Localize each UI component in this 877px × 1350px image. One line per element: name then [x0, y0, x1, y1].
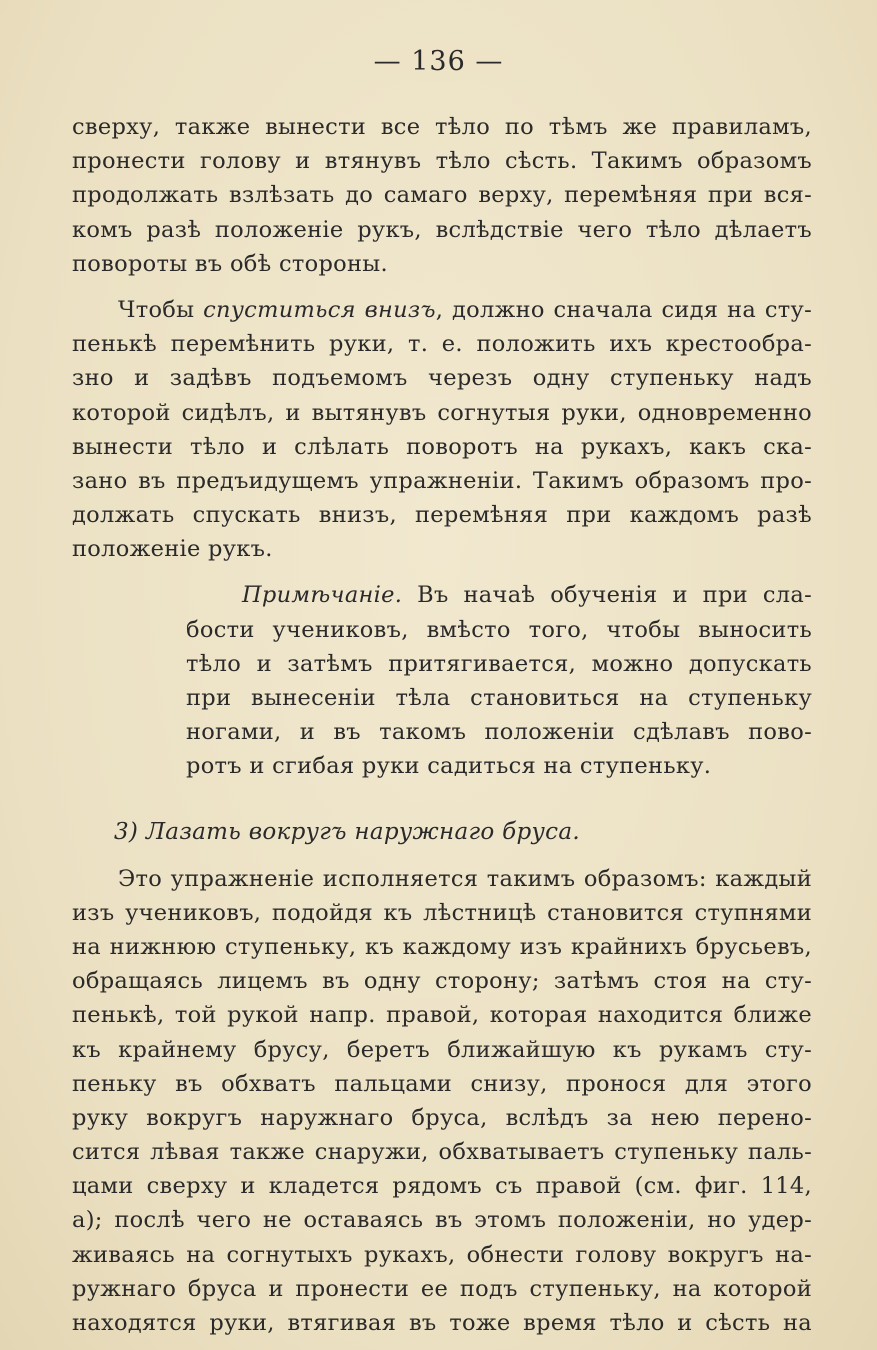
note-block	[186, 578, 812, 783]
text-line: ротъ и сгибая руки садиться на ступеньку.	[186, 753, 712, 780]
text-line: на нижнюю ступеньку, къ каждому изъ крайнихъ брусьевъ,	[72, 933, 812, 960]
text-line: обращаясь лицемъ въ одну сторону; затѣмъ стоя на сту-	[72, 968, 812, 995]
page-body	[72, 110, 812, 1340]
text-line: пенькѣ перемѣнить руки, т. е. положить ихъ крестообра-	[72, 331, 812, 358]
note-label: Примѣчаніе.	[242, 582, 403, 609]
text-line: повороты въ обѣ стороны.	[72, 250, 388, 277]
text-line: живаясь на согнутыхъ рукахъ, обнести голову вокругъ на-	[72, 1241, 812, 1268]
text-line: продолжать взлѣзать до самаго верху, перемѣняя при вся-	[72, 182, 812, 209]
text-line: тѣло и затѣмъ притягивается, можно допускать	[186, 650, 812, 677]
text-line: положеніе рукъ.	[72, 536, 273, 563]
text-line: ружнаго бруса и пронести ее подъ ступеньку, на которой	[72, 1275, 812, 1302]
text-line: находятся руки, втягивая въ тоже время тѣло и сѣсть на	[72, 1310, 812, 1337]
text-line: зно и задѣвъ подъемомъ черезъ одну ступеньку надъ	[72, 365, 812, 392]
text-line: ногами, и въ такомъ положеніи сдѣлавъ пово-	[186, 719, 812, 746]
text-line: пенькѣ, той рукой напр. правой, которая находится ближе	[72, 1002, 812, 1029]
paragraph-descend	[72, 293, 812, 567]
text-line: вынести тѣло и слѣлать поворотъ на рукахъ, какъ ска-	[72, 433, 812, 460]
text-line: изъ учениковъ, подойдя къ лѣстницѣ становится ступнями	[72, 899, 812, 926]
text-line: пронести голову и втянувъ тѣло сѣсть. Такимъ образомъ	[72, 148, 812, 175]
text-line: а); послѣ чего не оставаясь въ этомъ положеніи, но удер-	[72, 1207, 812, 1234]
text-fragment: , должно сначала сидя на сту-	[435, 296, 812, 323]
text-line: сверху, также вынести все тѣло по тѣмъ же правиламъ,	[72, 114, 812, 140]
paragraph-exercise	[72, 862, 812, 1341]
text-line: бости учениковъ, вмѣсто того, чтобы выносить	[186, 616, 812, 643]
text-line: должать спускать внизъ, перемѣняя при каждомъ разѣ	[72, 502, 812, 529]
text-line: которой сидѣлъ, и вытянувъ согнутыя руки, одновременно	[72, 399, 812, 426]
text-line: цами сверху и кладется рядомъ съ правой (см. фиг. 114,	[72, 1173, 812, 1200]
text-fragment: Чтобы	[118, 296, 204, 323]
text-fragment: Въ начаѣ обученія и при сла-	[402, 582, 812, 609]
emphasis-text: спуститься внизъ	[203, 296, 436, 323]
text-line: сится лѣвая также снаружи, обхватываетъ ступеньку паль-	[72, 1139, 812, 1166]
section-heading: 3) Лазать вокругъ наружнаго бруса.	[114, 818, 580, 845]
page-number: — 136 —	[373, 46, 504, 77]
paragraph-continuation	[72, 110, 812, 281]
text-line	[186, 578, 812, 612]
text-line: Это упражненіе исполняется такимъ образомъ: каждый	[118, 865, 812, 892]
text-line: къ крайнему брусу, беретъ ближайшую къ рукамъ сту-	[72, 1036, 812, 1063]
text-line: пеньку въ обхватъ пальцами снизу, пронося для этого	[72, 1070, 812, 1097]
text-line: комъ разѣ положеніе рукъ, вслѣдствіе чего тѣло дѣлаетъ	[72, 216, 812, 243]
text-line: при вынесеніи тѣла становиться на ступеньку	[186, 685, 812, 712]
text-line	[72, 293, 812, 327]
text-line: зано въ предъидущемъ упражненіи. Такимъ образомъ про-	[72, 467, 812, 494]
text-line: руку вокругъ наружнаго бруса, вслѣдъ за нею перено-	[72, 1104, 812, 1131]
